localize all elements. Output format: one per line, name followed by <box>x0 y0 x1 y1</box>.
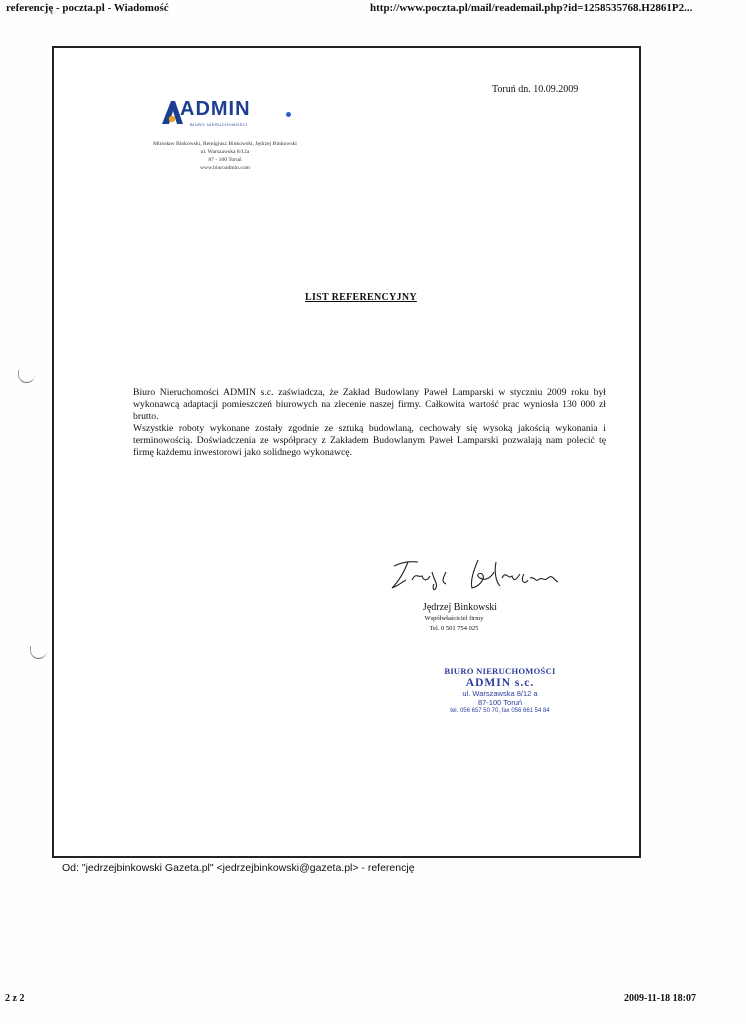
sender-line: Mirosław Binkowski, Remigiusz Binkowski, Jędrzej Binkowski <box>153 141 297 147</box>
stamp-line: ADMIN s.c. <box>465 677 535 689</box>
sender-line: www.biuroadmin.com <box>200 165 250 171</box>
page-counter: 2 z 2 <box>5 993 25 1004</box>
stamp-line: ul. Warszawska 8/12 a <box>462 689 538 698</box>
punch-hole-mark <box>30 646 47 659</box>
signer-name: Jędrzej Binkowski <box>422 602 498 613</box>
email-from-line: Od: "jedrzejbinkowski Gazeta.pl" <jedrzejbinkowski@gazeta.pl> - referencję <box>62 862 415 874</box>
admin-logo <box>160 96 300 136</box>
letter-body <box>133 387 606 459</box>
stamp-line: tel. 056 657 50 70, fax 056 661 54 84 <box>450 708 550 714</box>
company-stamp <box>410 666 590 716</box>
signer-phone: Tel. 0 501 754 025 <box>429 625 479 632</box>
print-timestamp: 2009-11-18 18:07 <box>624 993 696 1004</box>
stamp-line: 87-100 Toruń <box>477 698 523 707</box>
punch-hole-mark <box>18 370 35 383</box>
logo-tagline: BIURO NIERUCHOMOŚCI <box>190 122 248 127</box>
sender-line: ul. Warszawska 8/12a <box>200 149 250 155</box>
letter-date: Toruń dn. 10.09.2009 <box>492 84 579 95</box>
stamp-line: BIURO NIERUCHOMOŚCI <box>444 666 556 676</box>
letter-title: LIST REFERENCYJNY <box>305 292 417 303</box>
page-url: http://www.poczta.pl/mail/reademail.php?id=1258535768.H2861P2... <box>370 2 693 14</box>
sender-line: 87 - 100 Toruń <box>208 157 242 163</box>
body-paragraph: Biuro Nieruchomości ADMIN s.c. zaświadcza, że Zakład Budowlany Paweł Lamparski w styczniu 2009 roku był wykonawcą adaptacji pomieszczeń biurowych na zlecenie naszej firmy. Całkowita wartość prac wyniosła 130 000 zł brutto. <box>133 387 606 422</box>
handwritten-signature <box>388 552 568 597</box>
signer-role: Współwłaściciel firmy <box>424 615 484 622</box>
body-paragraph: Wszystkie roboty wykonane zostały zgodnie ze sztuką budowlaną, cechowały się wysoką jakością wykonania i terminowością. Doświadczenia ze współpracy z Zakładem Budowlanym Paweł Lamparski pozwalają nam polecić tę firmę każdemu inwestorowi jako solidnego wykonawcę. <box>133 423 606 458</box>
logo-dot-icon <box>286 112 291 117</box>
page-title: referencję - poczta.pl - Wiadomość <box>6 2 169 14</box>
sender-address <box>120 140 330 172</box>
logo-brand: ADMIN <box>180 98 251 120</box>
